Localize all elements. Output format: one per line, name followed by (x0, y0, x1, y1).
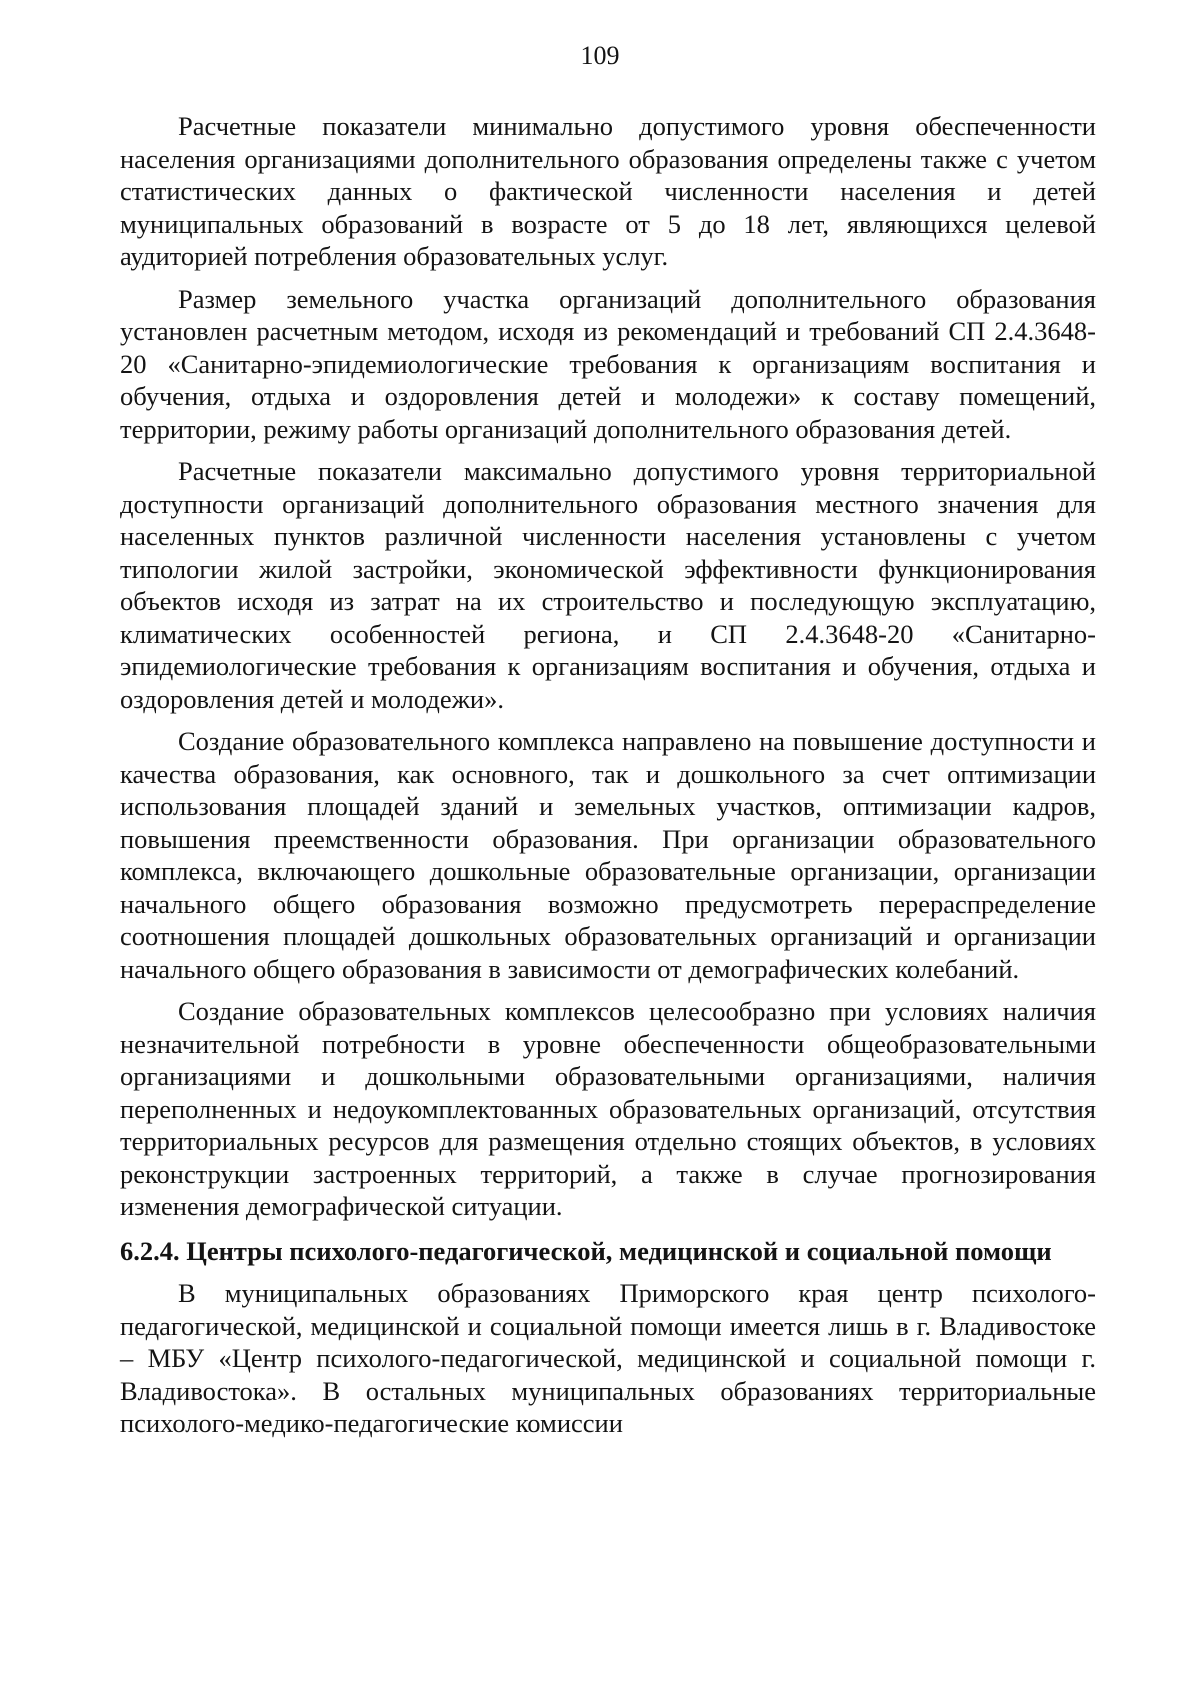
page-number: 109 (580, 41, 620, 70)
section-heading: 6.2.4. Центры психолого-педагогической, медицинской и социальной помощи (120, 1235, 1052, 1266)
paragraph-educational-complex-goals: Создание образовательного комплекса направлено на повышение доступности и качества образования, как основного, так и дошкольного за счет оптимизации использования площадей зданий и земельных участков, оптимизации кадров, повышения преемственности образования. При организации образовательного комплекса, включающего дошкольные образовательные организации, организации начального общего образования возможно предусмотреть перераспределение соотношения площадей дошкольных образовательных организаций и организации начального общего образования в зависимости от демографических колебаний. (120, 726, 1096, 984)
page-body (120, 110, 1096, 1450)
paragraph-psychological-centers: В муниципальных образованиях Приморского края центр психолого-педагогической, медицинской и социальной помощи имеется лишь в г. Владивостоке – МБУ «Центр психолого-педагогической, медицинской и социальной помощи г. Владивостока». В остальных муниципальных образованиях территориальные психолого-медико-педагогические комиссии (120, 1278, 1096, 1438)
paragraph-territorial-accessibility: Расчетные показатели максимально допустимого уровня территориальной доступности организаций дополнительного образования местного значения для населенных пунктов различной численности населения установлены с учетом типологии жилой застройки, экономической эффективности функционирования объектов исходя из затрат на их строительство и последующую эксплуатацию, климатических особенностей региона, и СП 2.4.3648-20 «Санитарно-эпидемиологические требования к организациям воспитания и обучения, отдыха и оздоровления детей и молодежи». (120, 456, 1096, 714)
paragraph-additional-education-provision: Расчетные показатели минимально допустимого уровня обеспеченности населения организациями дополнительного образования определены также с учетом статистических данных о фактической численности населения и детей муниципальных образований в возрасте от 5 до 18 лет, являющихся целевой аудиторией потребления образовательных услуг. (120, 111, 1096, 271)
paragraph-land-plot-size: Размер земельного участка организаций дополнительного образования установлен расчетным методом, исходя из рекомендаций и требований СП 2.4.3648-20 «Санитарно-эпидемиологические требования к организациям воспитания и обучения, отдыха и оздоровления детей и молодежи» к составу помещений, территории, режиму работы организаций дополнительного образования детей. (120, 283, 1096, 444)
paragraph-educational-complex-conditions: Создание образовательных комплексов целесообразно при условиях наличия незначительной потребности в уровне обеспеченности общеобразовательными организациями и дошкольными образовательными организациями, наличия переполненных и недоукомплектованных образовательных организаций, отсутствия территориальных ресурсов для размещения отдельно стоящих объектов, в условиях реконструкции застроенных территорий, а также в случае прогнозирования изменения демографической ситуации. (120, 996, 1096, 1221)
